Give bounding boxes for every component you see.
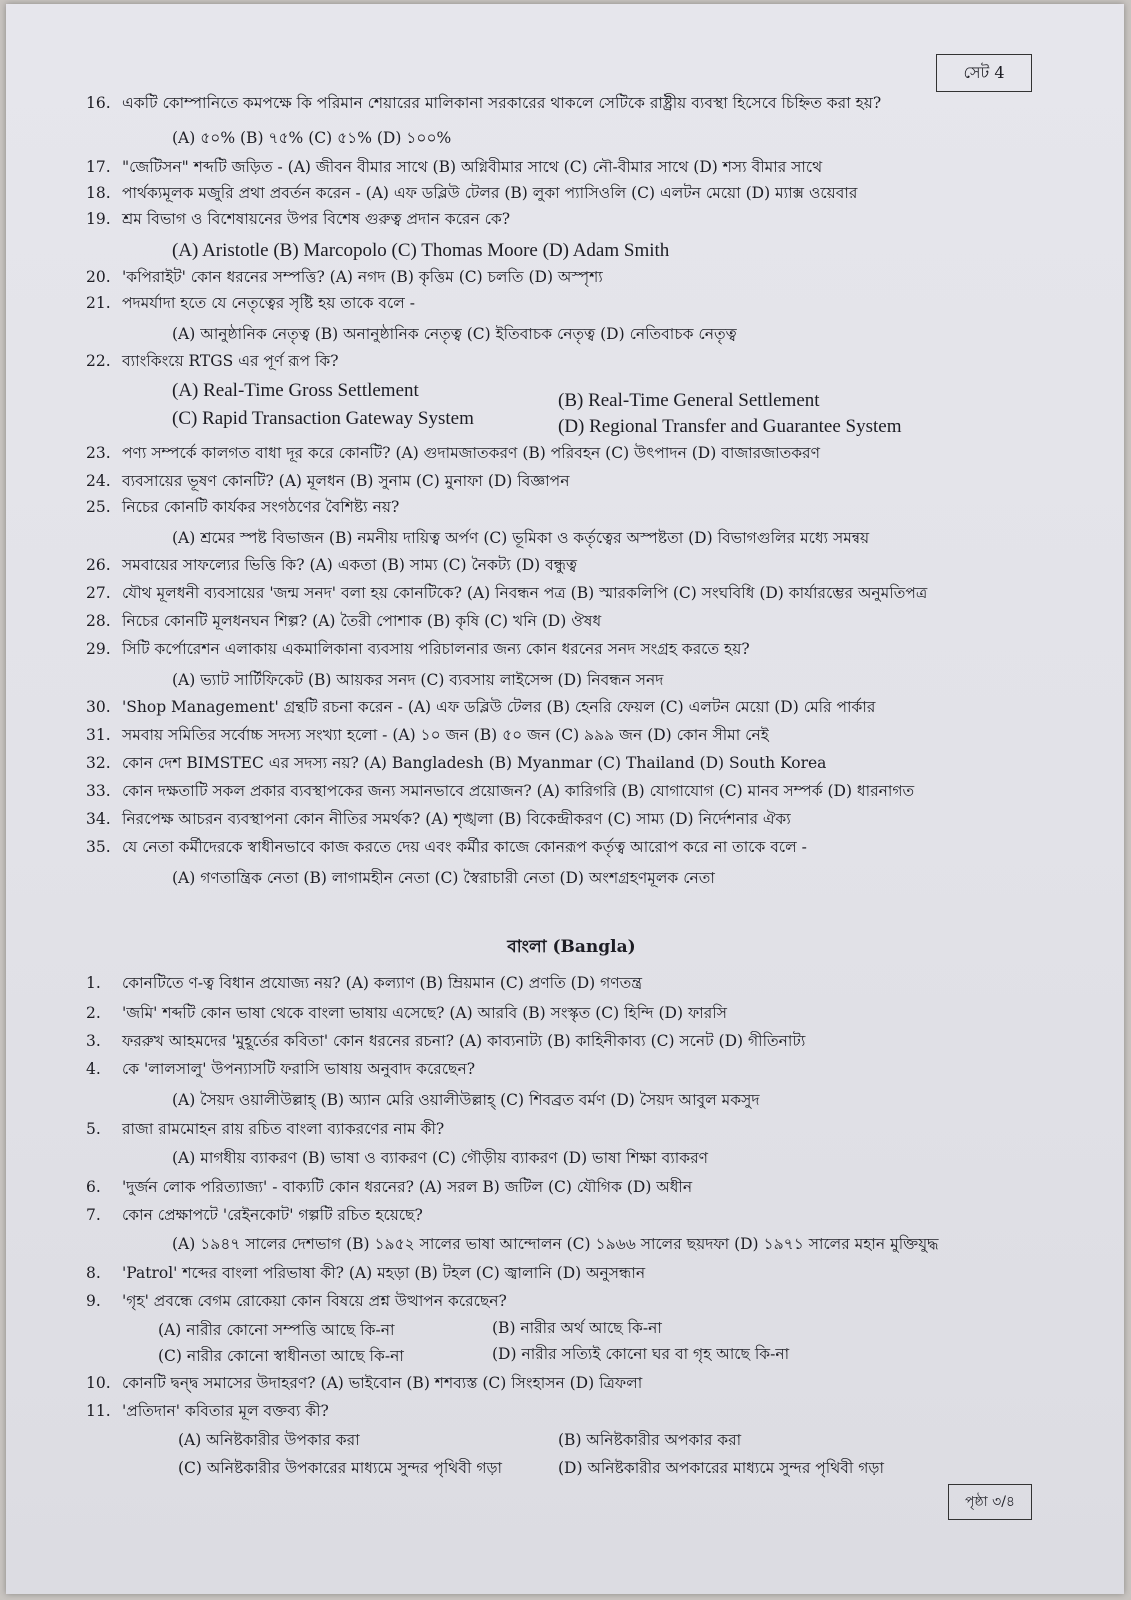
- question-28: 28. নিচের কোনটি মূলধনঘন শিল্প? (A) তৈরী পোশাক (B) কৃষি (C) খনি (D) ঔষধ: [86, 612, 602, 630]
- bangla-question-7-options: (A) ১৯৪৭ সালের দেশভাগ (B) ১৯৫২ সালের ভাষা আন্দোলন (C) ১৯৬৬ সালের ছয়দফা (D) ১৯৭১ সালের মহান মুক্তিযুদ্ধ: [172, 1235, 939, 1253]
- bangla-question-7: 7. কোন প্রেক্ষাপটে 'রেইনকোট' গল্পটি রচিত হয়েছে?: [86, 1206, 423, 1224]
- bangla-question-4-options: (A) সৈয়দ ওয়ালীউল্লাহ্ (B) অ্যান মেরি ওয়ালীউল্লাহ্ (C) শিবব্রত বর্মণ (D) সৈয়দ আবুল মকসুদ: [172, 1091, 760, 1109]
- question-19-options: (A) Aristotle (B) Marcopolo (C) Thomas Moore (D) Adam Smith: [172, 240, 670, 261]
- bangla-question-8: 8. 'Patrol' শব্দের বাংলা পরিভাষা কী? (A) মহড়া (B) টহল (C) জ্বালানি (D) অনুসন্ধান: [86, 1264, 646, 1282]
- bangla-question-4: 4. কে 'লালসালু' উপন্যাসটি ফরাসি ভাষায় অনুবাদ করেছেন?: [86, 1060, 476, 1078]
- question-17: 17. "জেটিসন" শব্দটি জড়িত - (A) জীবন বীমার সাথে (B) অগ্নিবীমার সাথে (C) নৌ-বীমার সাথে (D) শস্য বীমার সাথে: [86, 158, 823, 176]
- question-25-options: (A) শ্রমের স্পষ্ট বিভাজন (B) নমনীয় দায়িত্ব অর্পণ (C) ভূমিকা ও কর্তৃত্বের অস্পষ্টতা (D) বিভাগগুলির মধ্যে সমন্বয়: [172, 529, 870, 547]
- question-21-options: (A) আনুষ্ঠানিক নেতৃত্ব (B) অনানুষ্ঠানিক নেতৃত্ব (C) ইতিবাচক নেতৃত্ব (D) নেতিবাচক নেতৃত্ব: [172, 325, 737, 343]
- bangla-question-9-option-b: (B) নারীর অর্থ আছে কি-না: [492, 1319, 662, 1337]
- bangla-question-5: 5. রাজা রামমোহন রায় রচিত বাংলা ব্যাকরণের নাম কী?: [86, 1120, 445, 1138]
- bangla-question-11-option-b: (B) অনিষ্টকারীর অপকার করা: [558, 1431, 742, 1449]
- question-21: 21. পদমর্যাদা হতে যে নেতৃত্বের সৃষ্টি হয় তাকে বলে -: [86, 294, 415, 312]
- question-27: 27. যৌথ মূলধনী ব্যবসায়ের 'জন্ম সনদ' বলা হয় কোনটিকে? (A) নিবন্ধন পত্র (B) স্মারকলিপি (C) সংঘবিধি (D) কার্যারম্ভের অনুমতিপত্র: [86, 584, 928, 602]
- bangla-question-2: 2. 'জমি' শব্দটি কোন ভাষা থেকে বাংলা ভাষায় এসেছে? (A) আরবি (B) সংস্কৃত (C) হিন্দি (D) ফারসি: [86, 1004, 727, 1022]
- question-19: 19. শ্রম বিভাগ ও বিশেষায়নের উপর বিশেষ গুরুত্ব প্রদান করেন কে?: [86, 210, 511, 228]
- bangla-question-9: 9. 'গৃহ' প্রবন্ধে বেগম রোকেয়া কোন বিষয়ে প্রশ্ন উত্থাপন করেছেন?: [86, 1292, 507, 1310]
- bangla-question-9-option-d: (D) নারীর সত্যিই কোনো ঘর বা গৃহ আছে কি-না: [492, 1345, 790, 1363]
- question-35-options: (A) গণতান্ত্রিক নেতা (B) লাগামহীন নেতা (C) স্বৈরাচারী নেতা (D) অংশগ্রহণমূলক নেতা: [172, 869, 715, 887]
- question-29: 29. সিটি কর্পোরেশন এলাকায় একমালিকানা ব্যবসায় পরিচালনার জন্য কোন ধরনের সনদ সংগ্রহ করতে হয়?: [86, 640, 750, 658]
- bangla-question-9-option-c: (C) নারীর কোনো স্বাধীনতা আছে কি-না: [158, 1347, 404, 1365]
- section-title: বাংলা (Bangla): [507, 937, 636, 957]
- question-35: 35. যে নেতা কর্মীদেরকে স্বাধীনভাবে কাজ করতে দেয় এবং কর্মীর কাজে কোনরূপ কর্তৃত্ব আরোপ করে না তাকে বলে -: [86, 838, 807, 856]
- question-31: 31. সমবায় সমিতির সর্বোচ্চ সদস্য সংখ্যা হলো - (A) ১০ জন (B) ৫০ জন (C) ৯৯৯ জন (D) কোন সীমা নেই: [86, 726, 769, 744]
- bangla-question-11-option-a: (A) অনিষ্টকারীর উপকার করা: [178, 1431, 360, 1449]
- question-16: 16. একটি কোম্পানিতে কমপক্ষে কি পরিমান শেয়ারের মালিকানা সরকারের থাকলে সেটিকে রাষ্ট্রীয় ব্যবস্থা হিসেবে চিহ্নিত করা হয়?: [86, 94, 882, 112]
- question-18: 18. পার্থক্যমূলক মজুরি প্রথা প্রবর্তন করেন - (A) এফ ডব্লিউ টেলর (B) লুকা প্যাসিওলি (C) এলটন মেয়ো (D) ম্যাক্স ওয়েবার: [86, 184, 858, 202]
- question-text: একটি কোম্পানিতে কমপক্ষে কি পরিমান শেয়ারের মালিকানা সরকারের থাকলে সেটিকে রাষ্ট্রীয় ব্যবস্থা হিসেবে চিহ্নিত করা হয়?: [122, 94, 882, 112]
- bangla-question-11-option-c: (C) অনিষ্টকারীর উপকারের মাধ্যমে সুন্দর পৃথিবী গড়া: [178, 1459, 503, 1477]
- bangla-question-5-options: (A) মাগধীয় ব্যাকরণ (B) ভাষা ও ব্যাকরণ (C) গৌড়ীয় ব্যাকরণ (D) ভাষা শিক্ষা ব্যাকরণ: [172, 1149, 708, 1167]
- bangla-question-9-option-a: (A) নারীর কোনো সম্পত্তি আছে কি-না: [158, 1321, 395, 1339]
- bangla-question-1: 1. কোনটিতে ণ-ত্ব বিধান প্রযোজ্য নয়? (A) কল্যাণ (B) ম্রিয়মান (C) প্রণতি (D) গণতন্ত্র: [86, 974, 643, 992]
- exam-sheet: [6, 4, 1124, 1594]
- question-32: 32. কোন দেশ BIMSTEC এর সদস্য নয়? (A) Bangladesh (B) Myanmar (C) Thailand (D) South Korea: [86, 754, 827, 772]
- bangla-question-10: 10. কোনটি দ্বন্দ্ব সমাসের উদাহরণ? (A) ভাইবোন (B) শশব্যস্ত (C) সিংহাসন (D) ত্রিফলা: [86, 1374, 643, 1392]
- question-16-options: (A) ৫০% (B) ৭৫% (C) ৫১% (D) ১০০%: [172, 129, 452, 147]
- question-29-options: (A) ভ্যাট সার্টিফিকেট (B) আয়কর সনদ (C) ব্যবসায় লাইসেন্স (D) নিবন্ধন সনদ: [172, 671, 664, 689]
- question-22: 22. ব্যাংকিংয়ে RTGS এর পূর্ণ রূপ কি?: [86, 352, 339, 370]
- question-23: 23. পণ্য সম্পর্কে কালগত বাধা দূর করে কোনটি? (A) গুদামজাতকরণ (B) পরিবহন (C) উৎপাদন (D) বাজারজাতকরণ: [86, 444, 820, 462]
- question-22-option-d: (D) Regional Transfer and Guarantee System: [558, 416, 902, 437]
- question-30: 30. 'Shop Management' গ্রন্থটি রচনা করেন - (A) এফ ডব্লিউ টেলর (B) হেনরি ফেয়ল (C) এলটন মেয়ো (D) মেরি পার্কার: [86, 698, 876, 716]
- question-26: 26. সমবায়ের সাফল্যের ভিত্তি কি? (A) একতা (B) সাম্য (C) নৈকট্য (D) বন্ধুত্ব: [86, 556, 578, 574]
- question-24: 24. ব্যবসায়ের ভূষণ কোনটি? (A) মূলধন (B) সুনাম (C) মুনাফা (D) বিজ্ঞাপন: [86, 472, 570, 490]
- bangla-question-11-option-d: (D) অনিষ্টকারীর অপকারের মাধ্যমে সুন্দর পৃথিবী গড়া: [558, 1459, 884, 1477]
- question-25: 25. নিচের কোনটি কার্যকর সংগঠণের বৈশিষ্ট্য নয়?: [86, 498, 400, 516]
- bangla-question-6: 6. 'দুর্জন লোক পরিত্যাজ্য' - বাক্যটি কোন ধরনের? (A) সরল B) জটিল (C) যৌগিক (D) অধীন: [86, 1178, 693, 1196]
- question-22-option-a: (A) Real-Time Gross Settlement: [172, 380, 419, 401]
- question-33: 33. কোন দক্ষতাটি সকল প্রকার ব্যবস্থাপকের জন্য সমানভাবে প্রয়োজন? (A) কারিগরি (B) যোগাযোগ (C) মানব সম্পর্ক (D) ধারনাগত: [86, 782, 915, 800]
- question-22-option-c: (C) Rapid Transaction Gateway System: [172, 408, 474, 429]
- question-22-option-b: (B) Real-Time General Settlement: [558, 390, 820, 411]
- question-20: 20. 'কপিরাইট' কোন ধরনের সম্পত্তি? (A) নগদ (B) কৃত্তিম (C) চলতি (D) অস্পৃশ্য: [86, 268, 603, 286]
- question-34: 34. নিরপেক্ষ আচরন ব্যবস্থাপনা কোন নীতির সমর্থক? (A) শৃঙ্খলা (B) বিকেন্দ্রীকরণ (C) সাম্য (D) নির্দেশনার ঐক্য: [86, 810, 791, 828]
- bangla-question-3: 3. ফররুখ আহমদের 'মুহূর্তের কবিতা' কোন ধরনের রচনা? (A) কাব্যনাট্য (B) কাহিনীকাব্য (C) সনেট (D) গীতিনাট্য: [86, 1032, 806, 1050]
- page-number: পৃষ্ঠা ৩/৪: [948, 1484, 1032, 1520]
- set-label: সেট 4: [936, 54, 1032, 92]
- bangla-question-11: 11. 'প্রতিদান' কবিতার মূল বক্তব্য কী?: [86, 1402, 329, 1420]
